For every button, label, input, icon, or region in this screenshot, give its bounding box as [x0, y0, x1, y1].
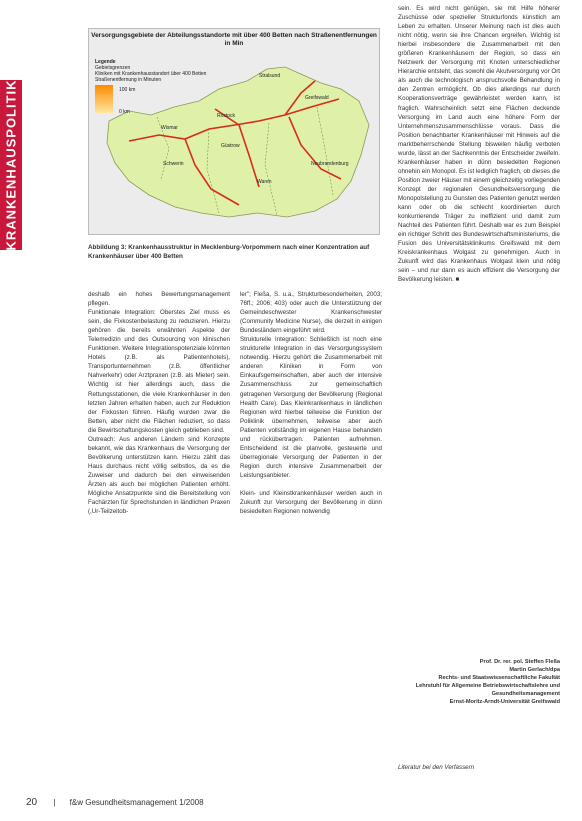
- place-label: Schwerin: [163, 161, 184, 167]
- paragraph: Outreach: Aus anderen Ländern sind Konzepte bekannt, wie das Krankenhaus die Versorgung der Bevölkerung unterstützen kann. Hierzu zählt das Haus durchaus nicht völlig selbstlos, da es die Zuweiser und dadurch bei den einweisenden Ärzten als auch bei möglichen Patienten erhöht. Mögliche Ansatzpunkte sind die Bereitstellung von Fachärzten für Sprechstunden in ländlichen Praxen (,Ur-Teilzeitob-: [88, 435, 230, 516]
- legend-item: Kliniken mit Krankenhausstandort über 400 Betten: [95, 71, 207, 77]
- legend-item: Straßenentfernung in Minuten: [95, 77, 162, 83]
- journal-name: f&w Gesundheitsmanagement 1/2008: [69, 798, 204, 807]
- author-affiliation: Ernst-Moritz-Arndt-Universität Greifswald: [449, 699, 560, 705]
- paragraph: Funktionale Integration: Oberstes Ziel muss es sein, die Fixkostenbelastung zu reduzieren. Hierzu gehören die bereits erwähnten Aspekte der Telemedizin und des Outsourcing von klinischen Funktionen. Weitere Integrationspotenziale könnten Hotels (z.B. als Patientenhotels), Transportunternehmen (z.B. öffentlicher Nahverkehr) oder Arztpraxen (z.B. als Mieter) sein. Wichtig ist hier allerdings auch, dass die Rettungsstationen, die viele Krankenhäuser in den letzten Jahren erhalten haben, auch zur Reduktion der Fixkosten führen. Häufig wurden zwar die Betten, aber nicht die Flächen reduziert, so dass die Bewirtschaftungskosten gleich geblieben sind.: [88, 309, 230, 434]
- legend-item: Gebietsgrenzen: [95, 65, 131, 71]
- paragraph: sein. Es wird nicht genügen, sie mit Hilfe höherer Zuschüsse oder spezieller Strukturfonds künstlich am Leben zu erhalten. Unserer Meinung nach ist dies auch nicht nötig, wenn sie ihre Chancen ergreifen. Wichtig ist hierbei insbesondere die Zusammenarbeit mit den größeren Krankenhäusern der Region, so dass ein Netzwerk der Versorgung mit Knoten unterschiedlicher Hierarchie entsteht, das sowohl die Akutversorgung vor Ort als auch die technologisch anspruchsvolle Behandlung in den Zentren ermöglicht. Ob dies allerdings nur durch Kooperationsverträge gewährleistet werden kann, ist fraglich. Wahrscheinlich setzt eine Flächen deckende Versorgung im Land auch eine höhere Form der Unternehmenszusammenschlüsse voraus. Dass die Position benachbarter Krankenhäuser mit Hinweis auf die marktbeherrschende Stellung bisweilen häufig verboten wurde, lässt an der Sachkenntnis der Entscheider zweifeln. Krankenhäuser haben in dünn besiedelten Regionen ohnehin ein Monopol. Es ist lediglich fraglich, ob dieses die Position zweier Häuser mit einem gleichzeitig vorliegenden Konzept der regionalen Gesundheitsversorgung die Monopolstellung zu Gunsten des Patienten genutzt werden kann oder ob die schlecht koordinierten durch konkurrierende Träger zu ineffizient und damit zum Nachteil des Patienten führt. Deshalb war es zum Beispiel ein richtiger Schritt des Bundeswirtschaftsministeriums, die Fusion des Universitätsklinikums Greifswald mit dem Kreiskrankenhaus Wolgast zu genehmigen. Auch in Zukunft wird das Krankenhaus Wolgast klein und nötig sein – und nur dann es auch effizient die Versorgung der Bevölkerung leisten. ■: [398, 5, 561, 284]
- place-label: Güstrow: [221, 143, 240, 149]
- region-map-figure: [88, 28, 380, 235]
- figure-caption: Abbildung 3: Krankenhausstruktur in Mecklenburg-Vorpommern nach einer Konzentration auf Krankenhäuser über 400 Betten: [88, 244, 370, 260]
- page-footer: [26, 797, 204, 808]
- footer-separator: |: [53, 798, 56, 807]
- literature-note: Literatur bei den Verfassern: [398, 764, 475, 771]
- legend-gradient: [95, 85, 113, 113]
- author-name: Prof. Dr. rer. pol. Steffen Fleßa: [479, 659, 560, 665]
- place-label: Stralsund: [259, 73, 281, 79]
- place-label: Neubrandenburg: [311, 161, 349, 167]
- paragraph: ler"; Fleßa, S. u.a., Strukturbesonderheiten, 2003; 76ff.; 2006; 403) oder auch die Unterstützung der Gemeindeschwester Krankenschwester (Community Medicine Nurse), die derzeit in einigen Bundesländern eingeführt wird.: [240, 291, 382, 335]
- section-tab: [0, 80, 22, 250]
- map-legend: [95, 59, 206, 113]
- author-signature: [398, 658, 560, 706]
- column-3: [398, 4, 560, 284]
- page-number: 20: [26, 797, 38, 808]
- place-label: Greifswald: [305, 95, 329, 101]
- author-affiliation: Rechts- und Staatswissenschaftliche Fakultät: [438, 675, 560, 681]
- paragraph: Strukturelle Integration: Schließlich ist noch eine strukturelle Integration in das Versorgungssystem notwendig. Hierzu gehört die Zusammenarbeit mit anderen Kliniken in Form von Einkaufsgemeinschaften, aber auch der intensive Zusammenschluss zur gemeinschaftlich getragenen Versorgung der Bevölkerung (Regional Health Care). Das Kleinkrankenhaus in ländlichen Regionen wird hierbei teilweise die Funktion der Poliklinik übernehmen, teilweise aber auch Patienten vollständig im eigenen Hause behandeln und rückübertragen. Patienten aufnehmen. Entscheidend ist die planvolle, gesteuerte und überregionale Versorgung der Patienten in der Region durch intensive Zusammenarbeit der Leistungsanbieter.: [240, 336, 382, 479]
- column-1: [88, 290, 230, 516]
- place-label: Wismar: [161, 125, 178, 131]
- legend-scale-high: 100 km: [119, 87, 136, 93]
- legend-title: Legende: [95, 59, 116, 65]
- paragraph: Klein- und Kleinstkrankenhäuser werden auch in Zukunft zur Versorgung der Bevölkerung in dünn besiedelten Regionen notwendig: [240, 489, 382, 516]
- column-2: [240, 290, 382, 516]
- place-label: Waren: [257, 179, 272, 185]
- place-label: Rostock: [217, 113, 236, 119]
- legend-scale-low: 0 km: [119, 109, 130, 115]
- map-title: Versorgungsgebiete der Abteilungsstandorte mit über 400 Betten nach Straßenentfernungen in Min: [91, 32, 377, 47]
- section-tab-label: KRANKENHAUSPOLITIK: [3, 79, 19, 251]
- author-name: Martin Gerlach/dpa: [509, 667, 560, 673]
- paragraph: deshalb ein hohes Bewertungsmanagement pflegen.: [88, 291, 230, 308]
- author-affiliation: Lehrstuhl für Allgemeine Betriebswirtschaftslehre und Gesundheitsmanagement: [415, 683, 560, 697]
